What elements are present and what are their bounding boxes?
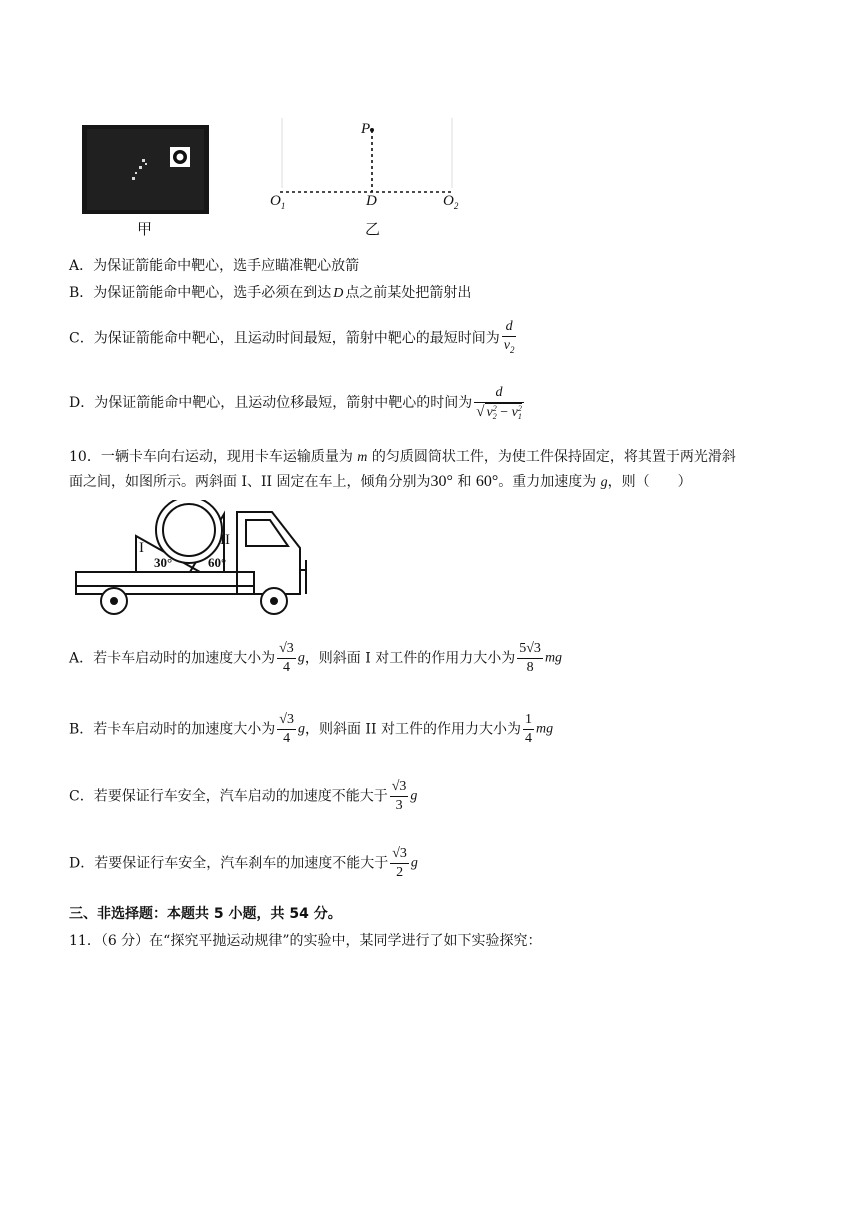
q9-option-b-text-end: 点之前某处把箭射出: [345, 285, 472, 301]
point-O1-label: $O_1$: [270, 193, 286, 211]
truck-label-I: I: [139, 540, 144, 556]
section-3-heading: 三、非选择题：本题共 5 小题，共 54 分。: [69, 906, 342, 922]
q9-option-b-text: B．为保证箭能命中靶心，选手必须在到达: [69, 285, 332, 301]
q9-option-b: [69, 283, 471, 304]
point-D-label: D: [366, 193, 377, 209]
figure-jia-photo: [82, 125, 209, 214]
q10-stem-line2: 面之间，如图所示。两斜面 I、II 固定在车上，倾角分别为30° 和 60°。重力加速度为 g，则（ ）: [69, 473, 692, 490]
point-O2-label: $O_2$: [443, 193, 459, 211]
q9-option-a: [69, 256, 359, 276]
q10-option-c: C．若要保证行车安全，汽车启动的加速度不能大于 $\frac{√3}{3}$ g: [69, 779, 418, 813]
figure-yi-label: 乙: [365, 220, 381, 238]
q9-d-denominator: √ v 2 2 − v 2 1: [476, 403, 522, 421]
q9-option-d: [69, 384, 526, 422]
q9-option-b-var: D: [333, 286, 344, 301]
truck-drawing: [74, 500, 314, 622]
q10-d-fraction: $\frac{√3}{2}$: [392, 846, 407, 880]
q9-option-d-fraction: [474, 384, 524, 422]
q10-option-b: B．若卡车启动时的加速度大小为 $\frac{√3}{4}$ g，则斜面 II 对工件的作用力大小为 $\frac{1}{4}$ mg: [69, 712, 554, 746]
q9-option-a-text: A．为保证箭能命中靶心，选手应瞄准靶心放箭: [69, 258, 360, 274]
q11-stem: 11．（6 分）在“探究平抛运动规律”的实验中，某同学进行了如下实验探究：: [69, 933, 542, 949]
q9-option-c-text: C．为保证箭能命中靶心，且运动时间最短，箭射中靶心的最短时间为: [69, 330, 500, 347]
point-P-dot: [370, 128, 374, 132]
q9-d-numerator: d: [495, 385, 503, 400]
q10-b-fraction-1: $\frac{√3}{4}$: [279, 712, 294, 746]
q10-c-fraction: $\frac{√3}{3}$: [391, 779, 407, 813]
q9-option-c: [69, 318, 518, 359]
q10-option-a: A．若卡车启动时的加速度大小为 $\frac{√3}{4}$ g，则斜面 I 对工件的作用力大小为 $\frac{5√3}{8}$ mg: [69, 641, 563, 675]
q10-stem-line1: 10．一辆卡车向右运动，现用卡车运输质量为 m 的匀质圆筒状工件，为使工件保持固定，将其置于两光滑斜: [69, 449, 736, 465]
point-P-label: P: [361, 121, 371, 137]
truck-angle-60: 60°: [208, 555, 227, 570]
q10-option-d: D．若要保证行车安全，汽车刹车的加速度不能大于 $\frac{√3}{2}$ g: [69, 846, 418, 880]
q9-option-d-text: D．为保证箭能命中靶心，且运动位移最短，箭射中靶心的时间为: [69, 395, 473, 411]
q9-option-c-fraction: [502, 318, 517, 359]
truck-label-II: II: [220, 532, 230, 548]
q10-b-fraction-2: $\frac{1}{4}$: [524, 712, 532, 746]
cylinder-outer: [156, 500, 222, 563]
truck-bed: [76, 572, 254, 594]
q10-a-fraction-2: $\frac{5√3}{8}$: [519, 641, 541, 675]
truck-figure: [74, 500, 314, 622]
figure-jia-label: 甲: [137, 220, 153, 238]
figure-jia-drawing: [82, 125, 209, 214]
q9-c-numerator: d: [505, 319, 513, 334]
target-icon: [170, 147, 190, 167]
q9-c-denominator: $v_2$: [502, 336, 517, 359]
truck-angle-30: 30°: [154, 555, 173, 570]
q10-a-fraction-1: $\frac{√3}{4}$: [279, 641, 294, 675]
